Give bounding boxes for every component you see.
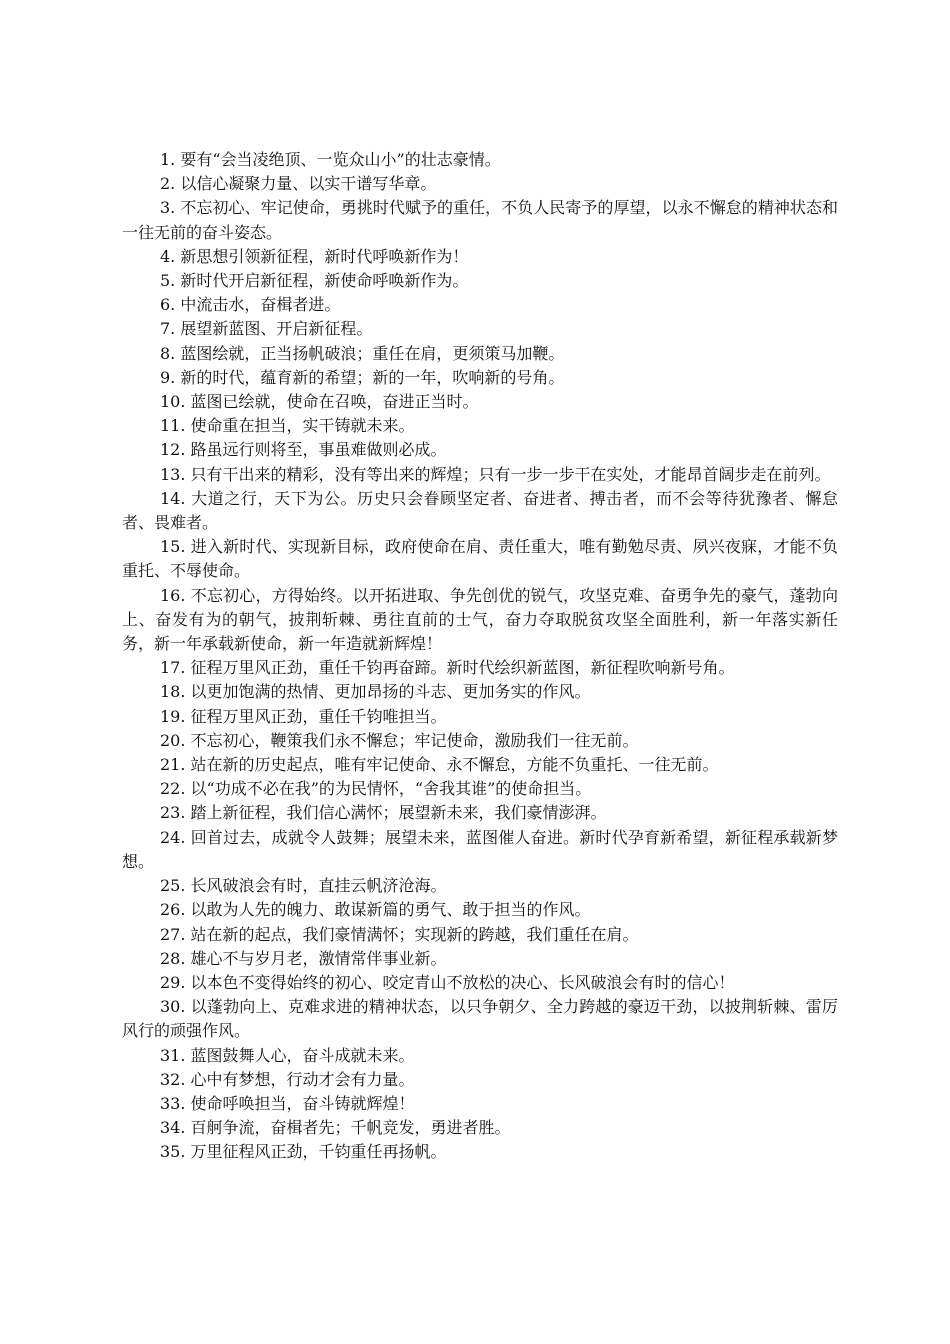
list-item: 28. 雄心不与岁月老，激情常伴事业新。 (160, 948, 447, 968)
list-item: 21. 站在新的历史起点，唯有牢记使命、永不懈怠，方能不负重托、一往无前。 (160, 755, 719, 775)
list-item: 31. 蓝图鼓舞人心，奋斗成就未来。 (160, 1045, 415, 1065)
list-item: 33. 使命呼唤担当，奋斗铸就辉煌！ (160, 1093, 415, 1113)
list-item: 16. 不忘初心，方得始终。以开拓进取、争先创优的锐气，攻坚克难、奋勇争先的豪气，蓬勃向上、奋发有为的朝气，披荆斩棘、勇往直前的士气，奋力夺取脱贫攻坚全面胜利，新一年落实新任务，新一年承载新使命，新一年造就新辉煌！ (122, 585, 838, 654)
list-item: 10. 蓝图已绘就，使命在召唤，奋进正当时。 (160, 392, 479, 412)
list-item: 7. 展望新蓝图、开启新征程。 (160, 319, 373, 339)
list-item: 20. 不忘初心，鞭策我们永不懈怠；牢记使命，激励我们一往无前。 (160, 730, 639, 750)
list-item: 9. 新的时代，蕴育新的希望；新的一年，吹响新的号角。 (160, 367, 565, 387)
list-item: 3. 不忘初心、牢记使命，勇挑时代赋予的重任，不负人民寄予的厚望，以永不懈怠的精神状态和一往无前的奋斗姿态。 (122, 198, 838, 242)
list-item: 25. 长风破浪会有时，直挂云帆济沧海。 (160, 876, 447, 896)
list-item: 24. 回首过去，成就令人鼓舞；展望未来，蓝图催人奋进。新时代孕育新希望，新征程承载新梦想。 (122, 827, 838, 871)
list-item: 4. 新思想引领新征程，新时代呼唤新作为！ (160, 246, 469, 266)
list-item: 18. 以更加饱满的热情、更加昂扬的斗志、更加务实的作风。 (160, 682, 591, 702)
list-item: 19. 征程万里风正劲，重任千钧唯担当。 (160, 706, 447, 726)
list-item: 11. 使命重在担当，实干铸就未来。 (160, 416, 415, 436)
list-item: 34. 百舸争流，奋楫者先；千帆竞发，勇进者胜。 (160, 1118, 511, 1138)
list-item: 2. 以信心凝聚力量、以实干谱写华章。 (160, 174, 437, 194)
list-item: 29. 以本色不变得始终的初心、咬定青山不放松的决心、长风破浪会有时的信心！ (160, 972, 735, 992)
list-item: 26. 以敢为人先的魄力、敢谋新篇的勇气、敢于担当的作风。 (160, 900, 591, 920)
list-item: 12. 路虽远行则将至，事虽难做则必成。 (160, 440, 447, 460)
list-item: 5. 新时代开启新征程，新使命呼唤新作为。 (160, 271, 469, 291)
list-item: 13. 只有干出来的精彩，没有等出来的辉煌；只有一步一步干在实处，才能昂首阔步走在前列。 (160, 464, 831, 484)
list-item: 23. 踏上新征程，我们信心满怀；展望新未来，我们豪情澎湃。 (160, 803, 607, 823)
list-item: 15. 进入新时代、实现新目标，政府使命在肩、责任重大，唯有勤勉尽责、夙兴夜寐，才能不负重托、不辱使命。 (122, 537, 838, 581)
list-item: 32. 心中有梦想，行动才会有力量。 (160, 1069, 415, 1089)
list-item: 30. 以蓬勃向上、克难求进的精神状态，以只争朝夕、全力跨越的豪迈干劲，以披荆斩棘、雷厉风行的顽强作风。 (122, 997, 838, 1041)
list-item: 6. 中流击水，奋楫者进。 (160, 295, 341, 315)
list-item: 35. 万里征程风正劲，千钧重任再扬帆。 (160, 1142, 447, 1162)
list-item: 14. 大道之行，天下为公。历史只会眷顾坚定者、奋进者、搏击者，而不会等待犹豫者、懈怠者、畏难者。 (122, 488, 838, 533)
list-item: 1. 要有“会当凌绝顶、一览众山小”的壮志豪情。 (160, 150, 501, 169)
list-item: 27. 站在新的起点，我们豪情满怀；实现新的跨越，我们重任在肩。 (160, 924, 639, 944)
list-item: 8. 蓝图绘就，正当扬帆破浪；重任在肩，更须策马加鞭。 (160, 343, 565, 363)
list-item: 17. 征程万里风正劲，重任千钧再奋蹄。新时代绘织新蓝图，新征程吹响新号角。 (160, 658, 735, 678)
list-item: 22. 以“功成不必在我”的为民情怀，“舍我其谁”的使命担当。 (160, 779, 592, 799)
slogan-list (122, 148, 838, 1165)
